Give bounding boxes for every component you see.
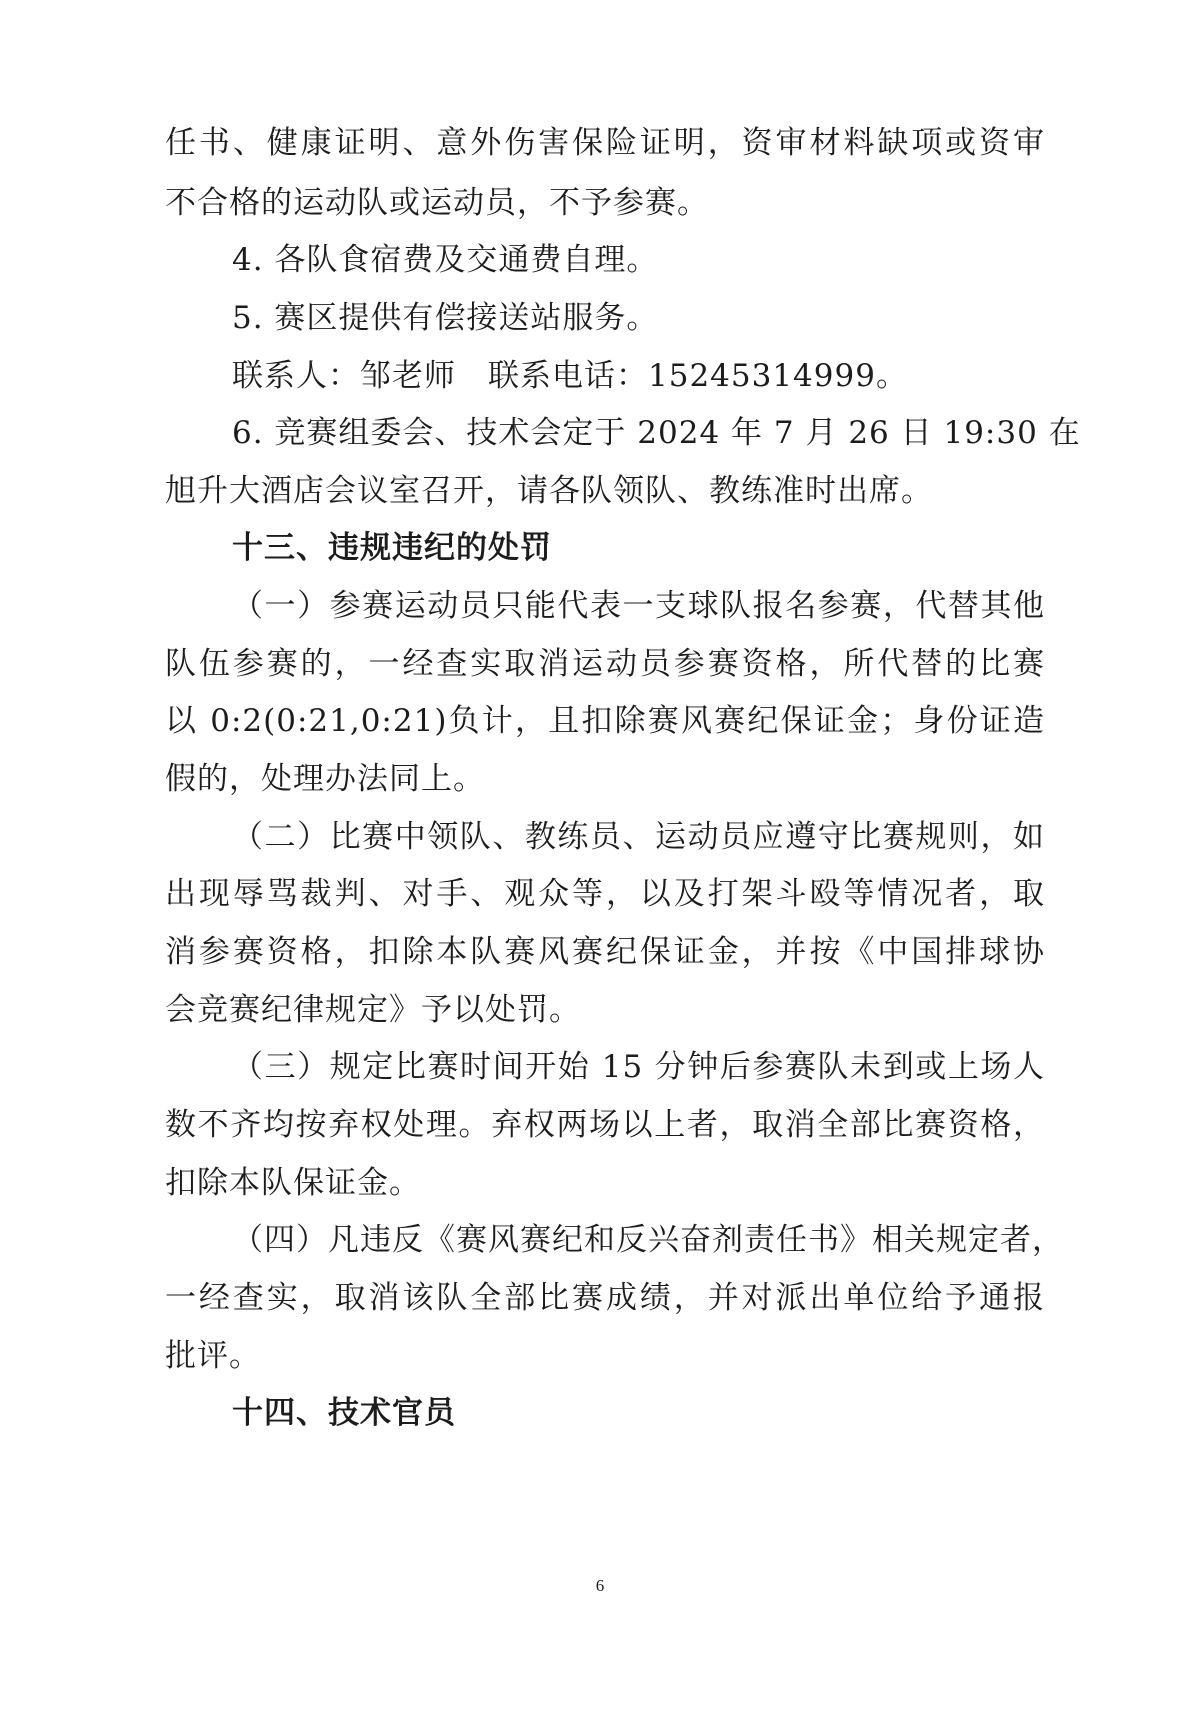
clause-2-line: （二）比赛中领队、教练员、运动员应遵守比赛规则，如 (232, 819, 1045, 855)
clause-2-line: 出现辱骂裁判、对手、观众等，以及打架斗殴等情况者，取 (165, 876, 1045, 912)
clause-1-line: 队伍参赛的，一经查实取消运动员参赛资格，所代替的比赛 (165, 646, 1045, 682)
list-item-5: 5. 赛区提供有偿接送站服务。 (232, 300, 659, 336)
section-heading-13: 十三、违规违纪的处罚 (232, 530, 552, 566)
clause-4-line: 批评。 (165, 1338, 261, 1374)
paragraph-line: 任书、健康证明、意外伤害保险证明，资审材料缺项或资审 (165, 125, 1045, 161)
clause-3-line: 扣除本队保证金。 (165, 1165, 421, 1201)
clause-3-line: （三）规定比赛时间开始 15 分钟后参赛队未到或上场人 (232, 1049, 1045, 1085)
clause-2-line: 消参赛资格，扣除本队赛风赛纪保证金，并按《中国排球协 (165, 934, 1045, 970)
paragraph-line: 旭升大酒店会议室召开，请各队领队、教练准时出席。 (165, 473, 933, 509)
clause-2-line: 会竞赛纪律规定》予以处罚。 (165, 992, 581, 1028)
paragraph-line: 不合格的运动队或运动员，不予参赛。 (165, 185, 709, 221)
clause-1-line: 假的，处理办法同上。 (165, 761, 485, 797)
clause-3-line: 数不齐均按弃权处理。弃权两场以上者，取消全部比赛资格， (165, 1107, 1045, 1143)
section-heading-14: 十四、技术官员 (232, 1395, 456, 1431)
clause-1-line: （一）参赛运动员只能代表一支球队报名参赛，代替其他 (232, 588, 1045, 624)
clause-1-line: 以 0:2(0:21,0:21)负计，且扣除赛风赛纪保证金；身份证造 (165, 703, 1045, 739)
clause-4-line: （四）凡违反《赛风赛纪和反兴奋剂责任书》相关规定者， (232, 1222, 1064, 1258)
list-item-6: 6. 竞赛组委会、技术会定于 2024 年 7 月 26 日 19:30 在 (232, 415, 1081, 451)
clause-4-line: 一经查实，取消该队全部比赛成绩，并对派出单位给予通报 (165, 1280, 1045, 1316)
page-number: 6 (595, 1576, 605, 1595)
contact-line: 联系人：邹老师 联系电话：15245314999。 (232, 358, 908, 394)
list-item-4: 4. 各队食宿费及交通费自理。 (232, 242, 659, 278)
